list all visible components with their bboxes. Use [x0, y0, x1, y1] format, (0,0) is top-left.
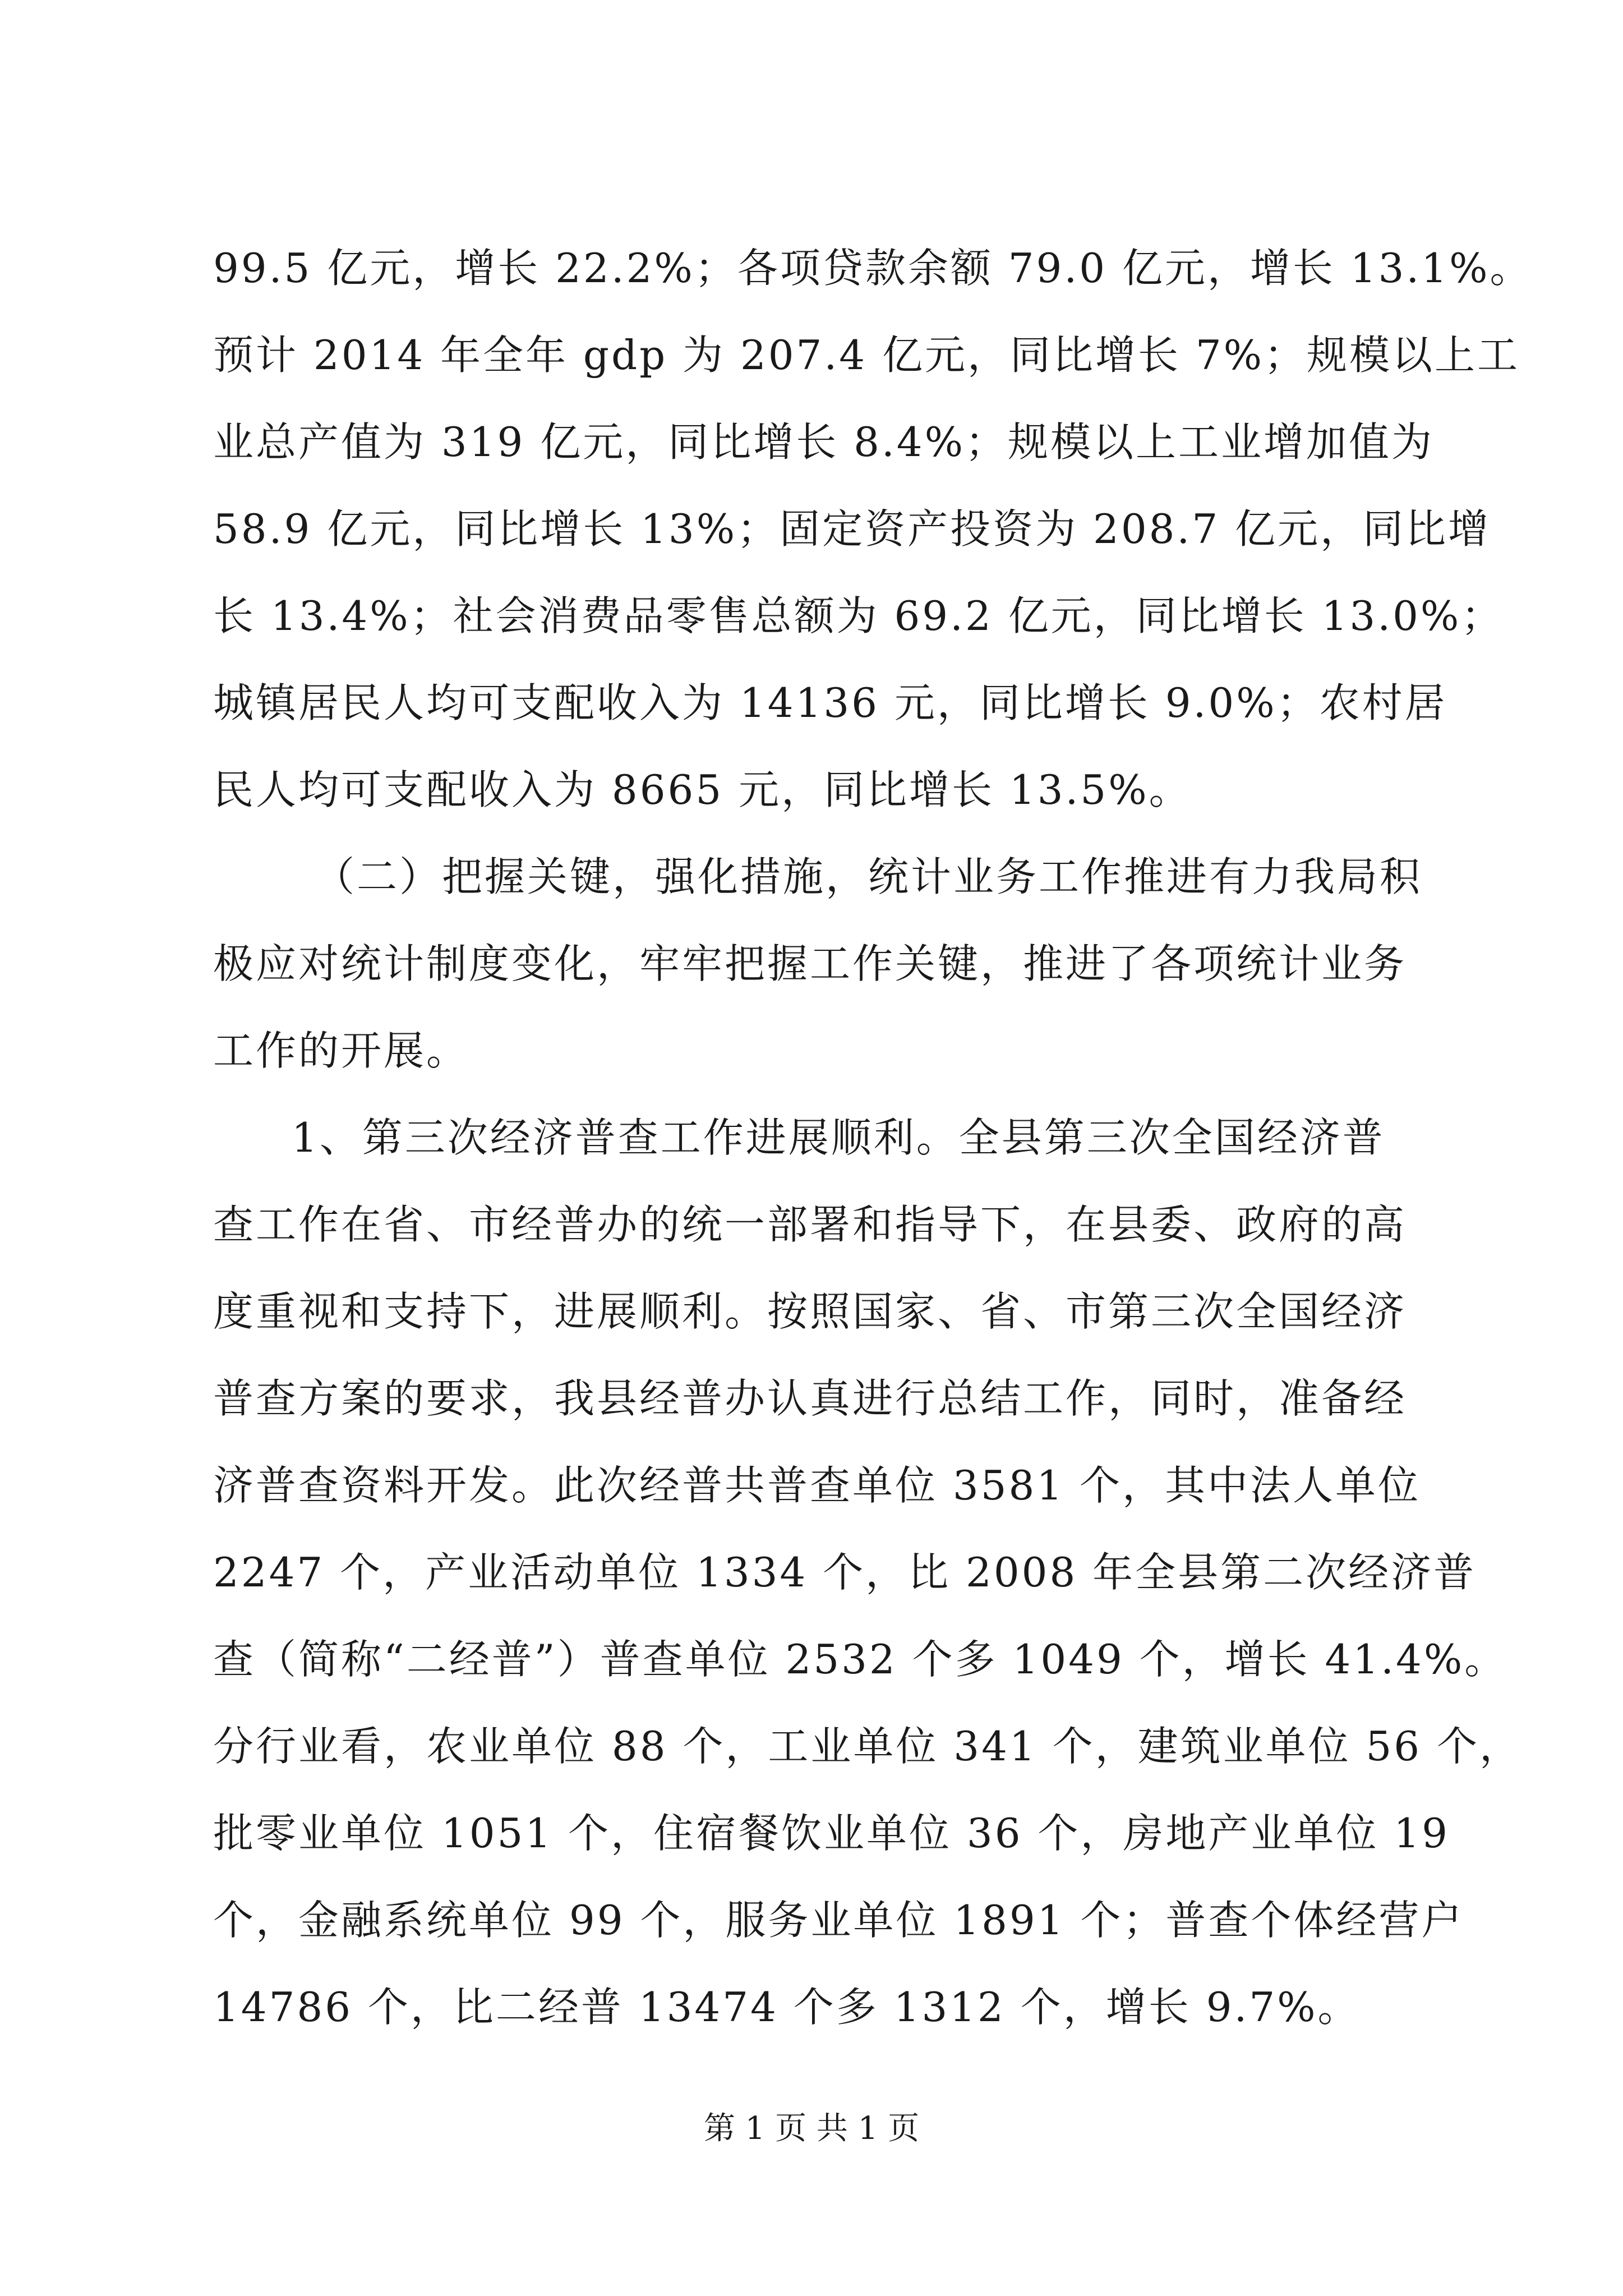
text-line: 查工作在省、市经普办的统一部署和指导下，在县委、政府的高: [213, 1201, 1407, 1248]
text-line: 城镇居民人均可支配收入为 14136 元，同比增长 9.0%；农村居: [213, 679, 1447, 726]
text-line: 工作的开展。: [213, 1027, 469, 1074]
text-line: 14786 个，比二经普 13474 个多 1312 个，增长 9.7%。: [213, 1984, 1361, 2031]
text-line: 度重视和支持下，进展顺利。按照国家、省、市第三次全国经济: [213, 1288, 1407, 1335]
text-line: 民人均可支配收入为 8665 元，同比增长 13.5%。: [213, 766, 1192, 813]
text-line: 批零业单位 1051 个，住宿餐饮业单位 36 个，房地产业单位 19: [213, 1810, 1450, 1857]
text-line: 分行业看，农业单位 88 个，工业单位 341 个，建筑业单位 56 个，: [213, 1723, 1522, 1770]
text-line: 查（简称“二经普”）普查单位 2532 个多 1049 个，增长 41.4%。: [213, 1636, 1507, 1683]
text-line: 长 13.4%；社会消费品零售总额为 69.2 亿元，同比增长 13.0%；: [213, 592, 1504, 639]
text-line: 2247 个，产业活动单位 1334 个，比 2008 年全县第二次经济普: [213, 1549, 1477, 1596]
text-line: 预计 2014 年全年 gdp 为 207.4 亿元，同比增长 7%；规模以上工: [213, 332, 1520, 379]
text-line: 99.5 亿元，增长 22.2%；各项贷款余额 79.0 亿元，增长 13.1%。: [213, 245, 1533, 292]
text-line: 济普查资料开发。此次经普共普查单位 3581 个，其中法人单位: [213, 1462, 1421, 1509]
text-line: 普查方案的要求，我县经普办认真进行总结工作，同时，准备经: [213, 1375, 1407, 1422]
text-line: 个，金融系统单位 99 个，服务业单位 1891 个；普查个体经营户: [213, 1897, 1464, 1944]
section-heading-line: （二）把握关键，强化措施，统计业务工作推进有力我局积: [314, 853, 1423, 900]
text-line: 业总产值为 319 亿元，同比增长 8.4%；规模以上工业增加值为: [213, 418, 1435, 466]
text-line: 极应对统计制度变化，牢牢把握工作关键，推进了各项统计业务: [213, 940, 1407, 987]
page-footer: 第 1 页 共 1 页: [703, 2110, 920, 2147]
paragraph-start-line: 1、第三次经济普查工作进展顺利。全县第三次全国经济普: [292, 1114, 1385, 1161]
text-line: 58.9 亿元，同比增长 13%；固定资产投资为 208.7 亿元，同比增: [213, 505, 1491, 553]
